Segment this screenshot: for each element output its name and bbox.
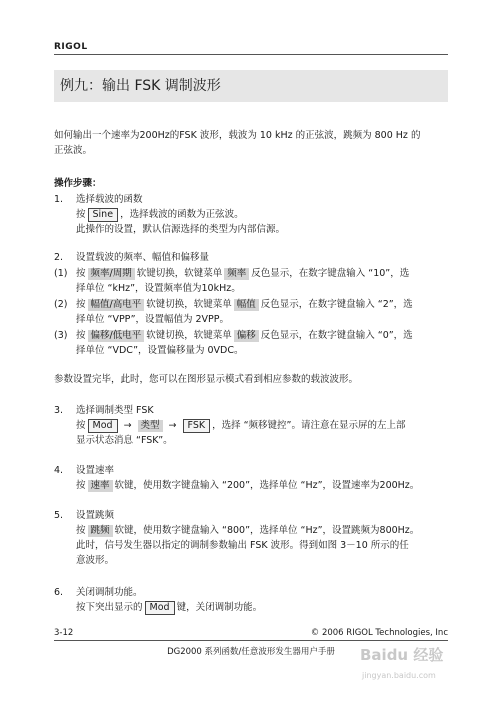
header-rule xyxy=(54,54,448,55)
step2-sub3-line2: 择单位 “VDC”，设置偏移量为 0VDC。 xyxy=(76,345,244,356)
mid-paragraph: 参数设置完毕，此时，您可以在图形显示模式看到相应参数的载波波形。 xyxy=(54,374,359,385)
ampl-softkey[interactable]: 幅值 xyxy=(234,299,259,311)
step5-number: 5. xyxy=(54,510,64,521)
step2-sub1-number: (1) xyxy=(54,268,68,279)
mod-key[interactable]: Mod xyxy=(145,601,175,615)
offset-softkey[interactable]: 偏移 xyxy=(234,330,259,342)
step2-sub1-line1 xyxy=(76,266,448,281)
ampl-high-softkey[interactable]: 幅值/高电平 xyxy=(88,299,145,311)
step2-sub2-line1 xyxy=(76,297,448,312)
step2-sub3-number: (3) xyxy=(54,330,68,341)
baidu-watermark-url: jingyan.baidu.com xyxy=(362,671,436,680)
baidu-watermark-logo: Baidu 经验 xyxy=(360,646,444,664)
step5-pre: 按 xyxy=(76,525,86,536)
sub1-post: 反色显示，在数字键盘输入 “10”，选 xyxy=(251,268,410,279)
copyright: © 2006 RIGOL Technologies, Inc xyxy=(310,628,448,638)
step1-line xyxy=(76,207,448,222)
step2-sub2-number: (2) xyxy=(54,299,68,310)
step3-line1 xyxy=(76,418,448,433)
step5-line1 xyxy=(76,523,448,538)
step4-post: 软键，使用数字键盘输入 “200”，选择单位 “Hz”，设置速率为200Hz。 xyxy=(114,480,420,491)
step3-pre: 按 xyxy=(76,420,86,431)
step4-pre: 按 xyxy=(76,480,86,491)
manual-title: DG2000 系列函数/任意波形发生器用户手册 xyxy=(167,647,335,657)
sub3-post: 反色显示，在数字键盘输入 “0”，选 xyxy=(260,330,413,341)
step1-number: 1. xyxy=(54,194,64,205)
sub2-mid: 软键切换，软键菜单 xyxy=(146,299,232,310)
step6-title: 关闭调制功能。 xyxy=(76,587,143,598)
sub2-pre: 按 xyxy=(76,299,86,310)
page-number: 3-12 xyxy=(54,628,74,638)
brand-logo-text: RIGOL xyxy=(54,42,88,52)
step1-note: 此操作的设置，默认信源选择的类型为内部信源。 xyxy=(76,224,286,235)
sub2-post: 反色显示，在数字键盘输入 “2”，选 xyxy=(260,299,413,310)
step2-sub3-line1 xyxy=(76,328,448,343)
step4-title: 设置速率 xyxy=(76,465,115,476)
offset-low-softkey[interactable]: 偏移/低电平 xyxy=(88,330,145,342)
step4-line xyxy=(76,478,448,493)
step5-line2: 此时，信号发生器以指定的调制参数输出 FSK 波形。得到如图 3－10 所示的任 xyxy=(76,540,409,551)
sine-key[interactable]: Sine xyxy=(88,208,119,222)
freq-softkey[interactable]: 频率 xyxy=(224,268,249,280)
step1-pre: 按 xyxy=(76,209,86,220)
step2-number: 2. xyxy=(54,252,64,263)
intro-line-2: 正弦波。 xyxy=(54,145,93,156)
mod-key[interactable]: Mod xyxy=(88,419,118,433)
step2-sub1-line2: 择单位 “kHz”，设置频率值为10kHz。 xyxy=(76,283,241,294)
rate-softkey[interactable]: 速率 xyxy=(88,480,113,492)
step5-line3: 意波形。 xyxy=(76,555,115,566)
steps-heading: 操作步骤： xyxy=(54,178,102,189)
freq-period-softkey[interactable]: 频率/周期 xyxy=(88,268,135,280)
sub3-mid: 软键切换，软键菜单 xyxy=(146,330,232,341)
hop-freq-softkey[interactable]: 跳频 xyxy=(88,525,113,537)
step3-line2: 显示状态消息 “FSK”。 xyxy=(76,435,173,446)
sub1-pre: 按 xyxy=(76,268,86,279)
step3-title: 选择调制类型 FSK xyxy=(76,405,154,416)
step6-pre: 按下突出显示的 xyxy=(76,602,143,613)
step2-title: 设置载波的频率、幅值和偏移量 xyxy=(76,252,210,263)
arrow-right-icon: → xyxy=(168,420,177,431)
page-title: 例九：输出 FSK 调制波形 xyxy=(60,78,221,94)
sub3-pre: 按 xyxy=(76,330,86,341)
step3-post: ，选择 “频移键控”。请注意在显示屏的左上部 xyxy=(212,420,406,431)
step5-post: 软键，使用数字键盘输入 “800”，选择单位 “Hz”，设置跳频为800Hz。 xyxy=(114,525,420,536)
step1-title: 选择载波的函数 xyxy=(76,194,143,205)
step6-post: 键，关闭调制功能。 xyxy=(176,602,263,613)
step3-number: 3. xyxy=(54,405,64,416)
sub1-mid: 软键切换，软键菜单 xyxy=(136,268,223,279)
footer-rule xyxy=(54,640,448,641)
step1-post: ，选择载波的函数为正弦波。 xyxy=(120,209,244,220)
step4-number: 4. xyxy=(54,465,64,476)
fsk-softkey[interactable]: FSK xyxy=(183,419,211,433)
type-softkey[interactable]: 类型 xyxy=(138,420,163,432)
step6-number: 6. xyxy=(54,587,64,598)
step5-title: 设置跳频 xyxy=(76,510,115,521)
arrow-right-icon: → xyxy=(123,420,132,431)
step2-sub2-line2: 择单位 “VPP”，设置幅值为 2VPP。 xyxy=(76,314,230,325)
step6-line xyxy=(76,600,448,615)
intro-line-1: 如何输出一个速率为200Hz的FSK 波形，载波为 10 kHz 的正弦波，跳频为 800 Hz 的 xyxy=(54,130,421,141)
